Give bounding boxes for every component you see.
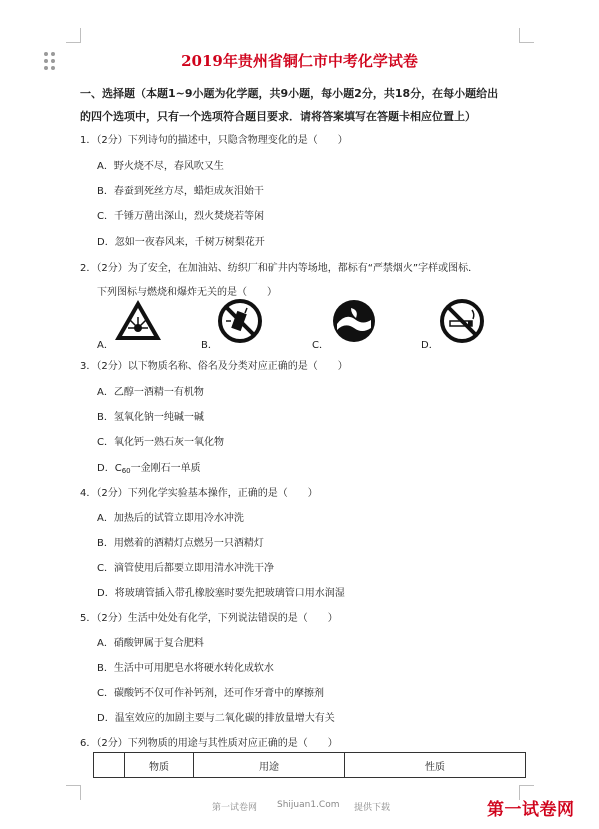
page-corner-mark	[519, 28, 534, 43]
footer-site-url: Shijuan1.Com	[277, 800, 340, 810]
question-option: C．碳酸钙不仅可作补钙剂，还可作牙膏中的摩擦剂	[97, 688, 324, 699]
question-stem: 2．（2分）为了安全，在加油站、纺织厂和矿井内等场地，都标有“严禁烟火”字样或图标．	[80, 263, 479, 274]
question-option: B．用燃着的酒精灯点燃另一只酒精灯	[97, 538, 264, 549]
table-header-cell	[94, 753, 125, 778]
question-option: C．滴管使用后都要立即用清水冲洗干净	[97, 563, 274, 574]
figure-label: C．	[312, 340, 329, 351]
question-stem: 1．（2分）下列诗句的描述中，只隐含物理变化的是（ ）	[80, 135, 348, 146]
figure-label: B．	[201, 340, 218, 351]
question-option: D．忽如一夜春风来，千树万树梨花开	[97, 237, 265, 248]
question-table	[93, 752, 526, 778]
question-option: B．春蚕到死丝方尽，蜡炬成灰泪始干	[97, 186, 264, 197]
question-stem: 5．（2分）生活中处处有化学，下列说法错误的是（ ）	[80, 613, 338, 624]
question-option: A．乙醇一酒精一有机物	[97, 387, 204, 398]
page-corner-mark	[66, 28, 81, 43]
figure-label: A．	[97, 340, 114, 351]
table-header-cell: 物质	[125, 753, 194, 778]
question-stem: 3．（2分）以下物质名称、俗名及分类对应正确的是（ ）	[80, 361, 348, 372]
question-option: A．硝酸钾属于复合肥料	[97, 638, 204, 649]
question-stem: 6．（2分）下列物质的用途与其性质对应正确的是（ ）	[80, 738, 338, 749]
question-option: C．千锤万凿出深山，烈火焚烧若等闲	[97, 211, 264, 222]
table-header-cell: 用途	[194, 753, 345, 778]
watermark-logo: 第一试卷网	[487, 800, 575, 820]
explosive-warning-icon	[113, 298, 163, 342]
question-option: D．$C_{60}$一金刚石一单质	[97, 463, 201, 475]
question-option: C．氧化钙一熟石灰一氧化物	[97, 437, 224, 448]
no-smoking-icon	[439, 298, 485, 344]
question-option: B．生活中可用肥皂水将硬水转化成软水	[97, 663, 274, 674]
page-title: 2019年贵州省铜仁市中考化学试卷	[181, 52, 418, 70]
question-option: B．氢氧化钠一纯碱一碱	[97, 412, 204, 423]
water-fire-symbol-icon	[329, 298, 379, 344]
question-stem: 4．（2分）下列化学实验基本操作，正确的是（ ）	[80, 488, 318, 499]
question-option: D．将玻璃管插入带孔橡胶塞时要先把玻璃管口用水润湿	[97, 588, 345, 599]
section-heading: 一、选择题（本题1~9小题为化学题，共9小题，每小题2分，共18分，在每小题给出 的四个选项中，只有一个选项符合题目要求．请将答案填写在答题卡相应位置上）	[80, 87, 499, 123]
question-option: A．野火烧不尽，春风吹又生	[97, 161, 224, 172]
table-header-cell: 性质	[345, 753, 526, 778]
figure-label: D．	[421, 340, 439, 351]
table-header-row	[94, 753, 526, 778]
no-fireworks-icon	[217, 298, 263, 344]
footer-site-name: 第一试卷网	[212, 803, 258, 813]
question-option: A．加热后的试管立即用冷水冲洗	[97, 513, 244, 524]
question-stem-continued: 下列图标与燃烧和爆炸无关的是（ ）	[97, 287, 277, 298]
question-option: D．温室效应的加剧主要与二氧化碳的排放量增大有关	[97, 713, 335, 724]
figure-options-row	[97, 298, 527, 350]
page-corner-mark	[66, 785, 81, 800]
footer-download-note: 提供下载	[354, 803, 391, 813]
